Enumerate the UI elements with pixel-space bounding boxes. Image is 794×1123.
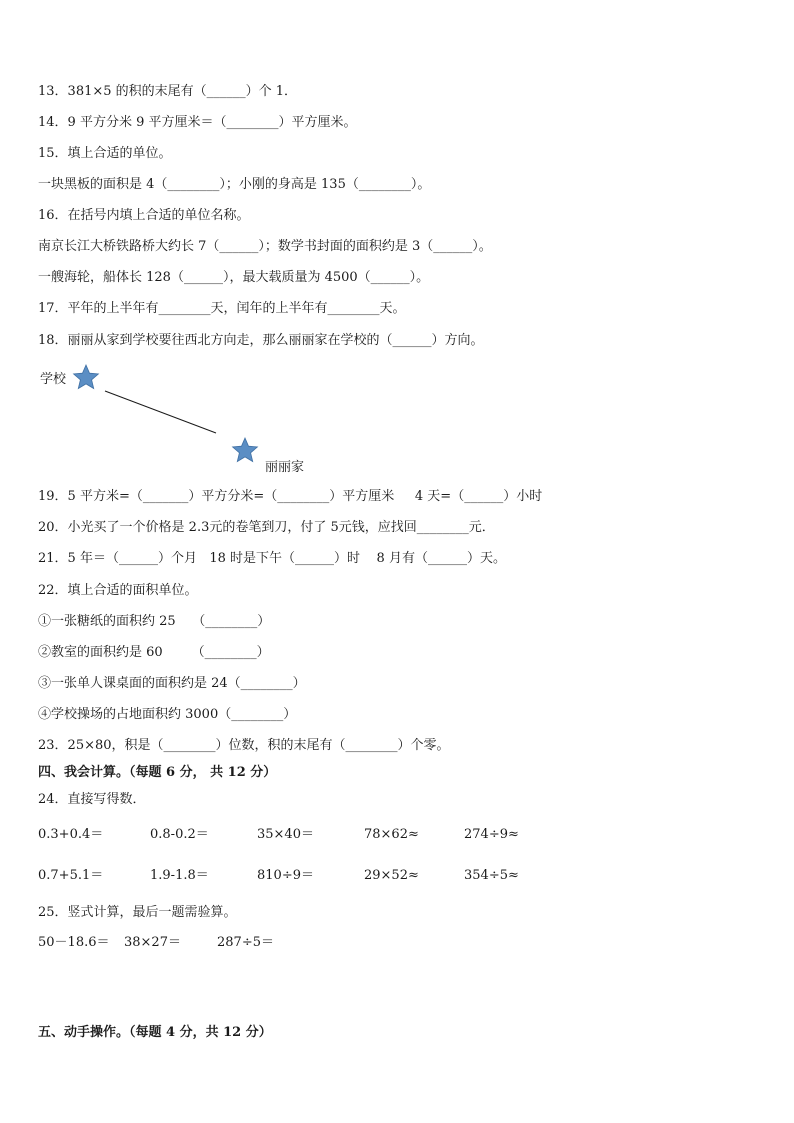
q24-item: 0.8-0.2＝: [150, 827, 209, 842]
q22: 22．填上合适的面积单位。: [38, 583, 198, 598]
q22-item-4: ④学校操场的占地面积约 3000（________）: [38, 707, 297, 722]
q22-item-3: ③一张单人课桌面的面积约是 24（________）: [38, 676, 306, 691]
section-5-heading: 五、动手操作。（每题 4 分，共 12 分）: [38, 1025, 272, 1040]
q24-item: 0.3+0.4＝: [38, 827, 104, 842]
q18: 18．丽丽从家到学校要往西北方向走，那么丽丽家在学校的（______）方向。: [38, 333, 484, 348]
section-4-heading: 四、我会计算。（每题 6 分， 共 12 分）: [38, 765, 277, 780]
home-star-icon: [233, 438, 258, 462]
q24-item: 274÷9≈: [464, 827, 519, 842]
q17: 17．平年的上半年有________天，闰年的上半年有________天。: [38, 301, 406, 316]
q16-answer-line-2: 一艘海轮，船体长 128（______），最大载质量为 4500（______）。: [38, 270, 430, 285]
q15-answer-line: 一块黑板的面积是 4（________）；小刚的身高是 135（________）。: [38, 177, 431, 192]
q24-item: 78×62≈: [364, 827, 419, 842]
school-star-icon: [74, 365, 99, 389]
q16: 16．在括号内填上合适的单位名称。: [38, 208, 250, 223]
q24-item: 29×52≈: [364, 868, 419, 883]
q22-item-1: ①一张糖纸的面积约 25 （________）: [38, 614, 271, 629]
q20: 20．小光买了一个价格是 2.3元的卷笔到刀，付了 5元钱，应找回________元．: [38, 520, 495, 535]
q25-item: 50－18.6＝: [38, 935, 110, 950]
q24-item: 810÷9＝: [257, 868, 314, 883]
path-line: [105, 391, 216, 433]
q14: 14．9 平方分米 9 平方厘米＝（________）平方厘米。: [38, 115, 357, 130]
q15: 15．填上合适的单位。: [38, 146, 172, 161]
q23: 23．25×80，积是（________）位数，积的末尾有（________）个零。: [38, 738, 450, 753]
q16-answer-line-1: 南京长江大桥铁路桥大约长 7（______）；数学书封面的面积约是 3（______）。: [38, 239, 492, 254]
q21: 21．5 年＝（______）个月 18 时是下午（______）时 8 月有（______）天。: [38, 551, 506, 566]
q24-item: 354÷5≈: [464, 868, 519, 883]
q19: 19．5 平方米=（_______）平方分米=（________）平方厘米 4 天=（______）小时: [38, 489, 543, 504]
school-label: 学校: [40, 372, 67, 387]
home-label: 丽丽家: [265, 460, 305, 475]
q24-item: 35×40＝: [257, 827, 314, 842]
q25-item: 38×27＝: [124, 935, 181, 950]
q25-item: 287÷5＝: [217, 935, 274, 950]
q22-item-2: ②教室的面积约是 60 （________）: [38, 645, 270, 660]
q25: 25．竖式计算，最后一题需验算。: [38, 905, 237, 920]
q24-item: 0.7+5.1＝: [38, 868, 104, 883]
q24-item: 1.9-1.8＝: [150, 868, 209, 883]
direction-diagram: [30, 360, 350, 480]
q24: 24．直接写得数．: [38, 792, 146, 807]
q13: 13．381×5 的积的末尾有（______）个 1．: [38, 84, 298, 99]
